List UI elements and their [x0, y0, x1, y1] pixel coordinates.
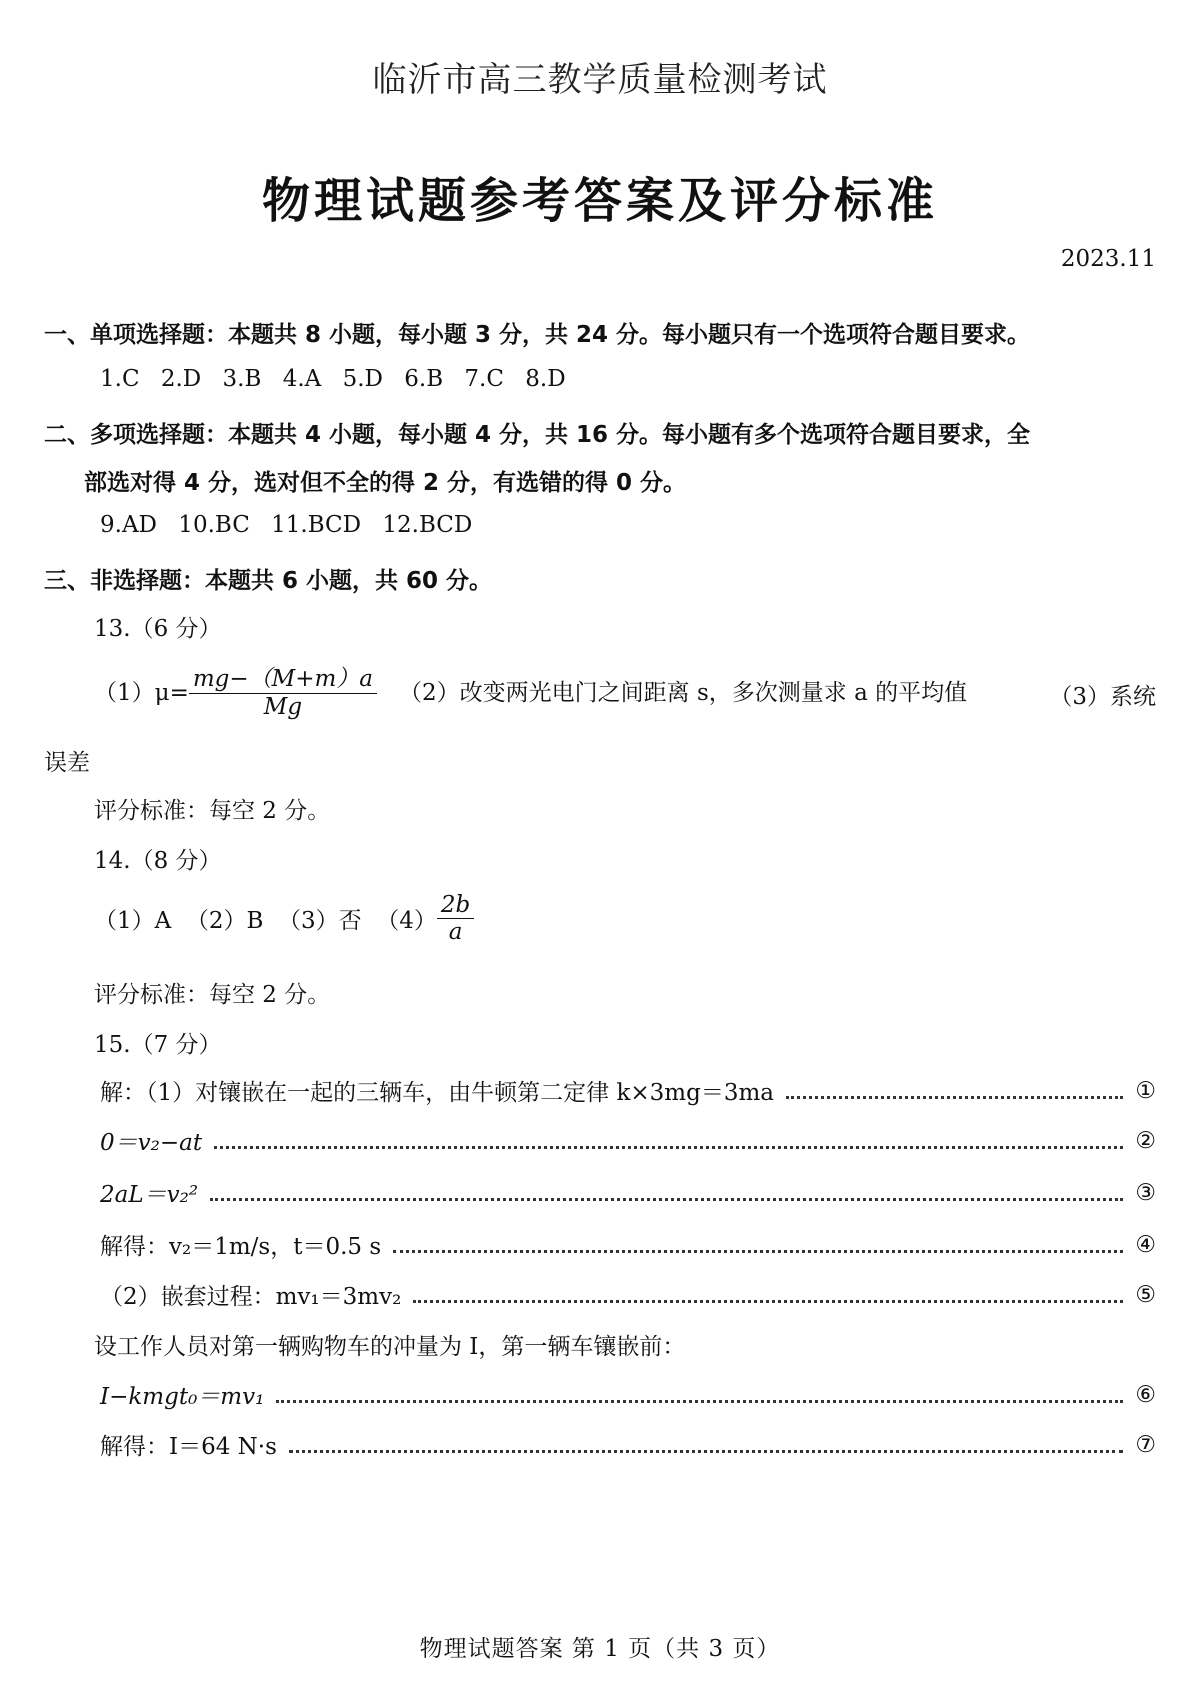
q15-eq-row — [100, 1278, 1156, 1311]
q14-scoring: 评分标准：每空 2 分。 — [94, 982, 331, 1008]
q15-eq-marker: ⑥ — [1135, 1381, 1156, 1408]
leader-dots — [786, 1095, 1123, 1099]
section2-heading-line1: 二、多项选择题：本题共 4 小题，每小题 4 分，共 16 分。每小题有多个选项符合题目要求，全 — [44, 422, 1031, 448]
leader-dots — [276, 1399, 1123, 1403]
q14-label: 14.（8 分） — [94, 848, 222, 874]
leader-dots — [210, 1197, 1123, 1201]
leader-dots — [393, 1249, 1123, 1253]
q14-answers: （1）A （2）B （3）否 （4） — [94, 908, 437, 934]
page-footer: 物理试题答案 第 1 页（共 3 页） — [419, 1636, 781, 1662]
q15-eq-row — [100, 1124, 1156, 1157]
leader-dots — [214, 1145, 1123, 1149]
section2-heading-line2: 部选对得 4 分，选对但不全的得 2 分，有选错的得 0 分。 — [84, 470, 687, 496]
q13-fraction-numerator: mg−（M+m）a — [189, 660, 377, 694]
q15-eq-marker: ① — [1135, 1077, 1156, 1104]
q13-part3-cont: 误差 — [44, 750, 90, 776]
q15-eq-marker: ⑦ — [1135, 1431, 1156, 1458]
q13-fraction-denominator: Mg — [263, 694, 303, 720]
q15-eq-marker: ④ — [1135, 1231, 1156, 1258]
q15-label: 15.（7 分） — [94, 1032, 222, 1058]
q13-part2: （2）改变两光电门之间距离 s，多次测量求 a 的平均值 — [399, 679, 968, 706]
leader-dots — [289, 1449, 1123, 1453]
q15-eq: 解：（1）对镶嵌在一起的三辆车，由牛顿第二定律 k×3mg＝3ma — [100, 1080, 774, 1106]
q15-eq-marker: ② — [1135, 1127, 1156, 1154]
exam-date: 2023.11 — [1060, 246, 1156, 272]
q13-answer-line — [94, 660, 967, 720]
q15-eq-row — [100, 1428, 1156, 1461]
q15-eq-row — [100, 1228, 1156, 1261]
q13-part3: （3）系统 — [1049, 684, 1156, 710]
section1-heading: 一、单项选择题：本题共 8 小题，每小题 3 分，共 24 分。每小题只有一个选项符合题目要求。 — [44, 322, 1031, 348]
watermark — [211, 560, 769, 1160]
q15-eq: 解得：I＝64 N·s — [100, 1434, 277, 1460]
section1-answers: 1.C 2.D 3.B 4.A 5.D 6.B 7.C 8.D — [100, 366, 566, 392]
exam-subtitle: 临沂市高三教学质量检测考试 — [372, 60, 828, 100]
q15-eq-row — [100, 1378, 1156, 1411]
q15-eq: 解得：v₂＝1m/s，t＝0.5 s — [100, 1234, 382, 1260]
q13-part1-prefix: （1）μ= — [94, 679, 189, 706]
q15-eq: I−kmgt₀＝mv₁ — [100, 1384, 265, 1410]
q14-answer-line — [94, 892, 474, 945]
section2-answers: 9.AD 10.BC 11.BCD 12.BCD — [100, 512, 473, 538]
q15-eq: （2）嵌套过程：mv₁＝3mv₂ — [100, 1284, 402, 1310]
page-title: 物理试题参考答案及评分标准 — [261, 173, 938, 229]
q14-fraction — [437, 892, 474, 945]
q15-mid-text: 设工作人员对第一辆购物车的冲量为 I，第一辆车镶嵌前： — [94, 1334, 686, 1360]
leader-dots — [413, 1299, 1123, 1303]
q14-fraction-denominator: a — [448, 919, 463, 945]
q15-eq: 2aL＝v₂² — [100, 1182, 199, 1208]
q15-eq-marker: ③ — [1135, 1179, 1156, 1206]
q13-fraction — [189, 660, 377, 720]
q14-fraction-numerator: 2b — [437, 892, 474, 919]
q15-eq-row — [100, 1074, 1156, 1107]
q15-eq: 0＝v₂−at — [100, 1130, 203, 1156]
q15-eq-row — [100, 1176, 1156, 1209]
q13-label: 13.（6 分） — [94, 616, 222, 642]
q15-eq-marker: ⑤ — [1135, 1281, 1156, 1308]
q13-scoring: 评分标准：每空 2 分。 — [94, 798, 331, 824]
section3-heading: 三、非选择题：本题共 6 小题，共 60 分。 — [44, 568, 493, 594]
